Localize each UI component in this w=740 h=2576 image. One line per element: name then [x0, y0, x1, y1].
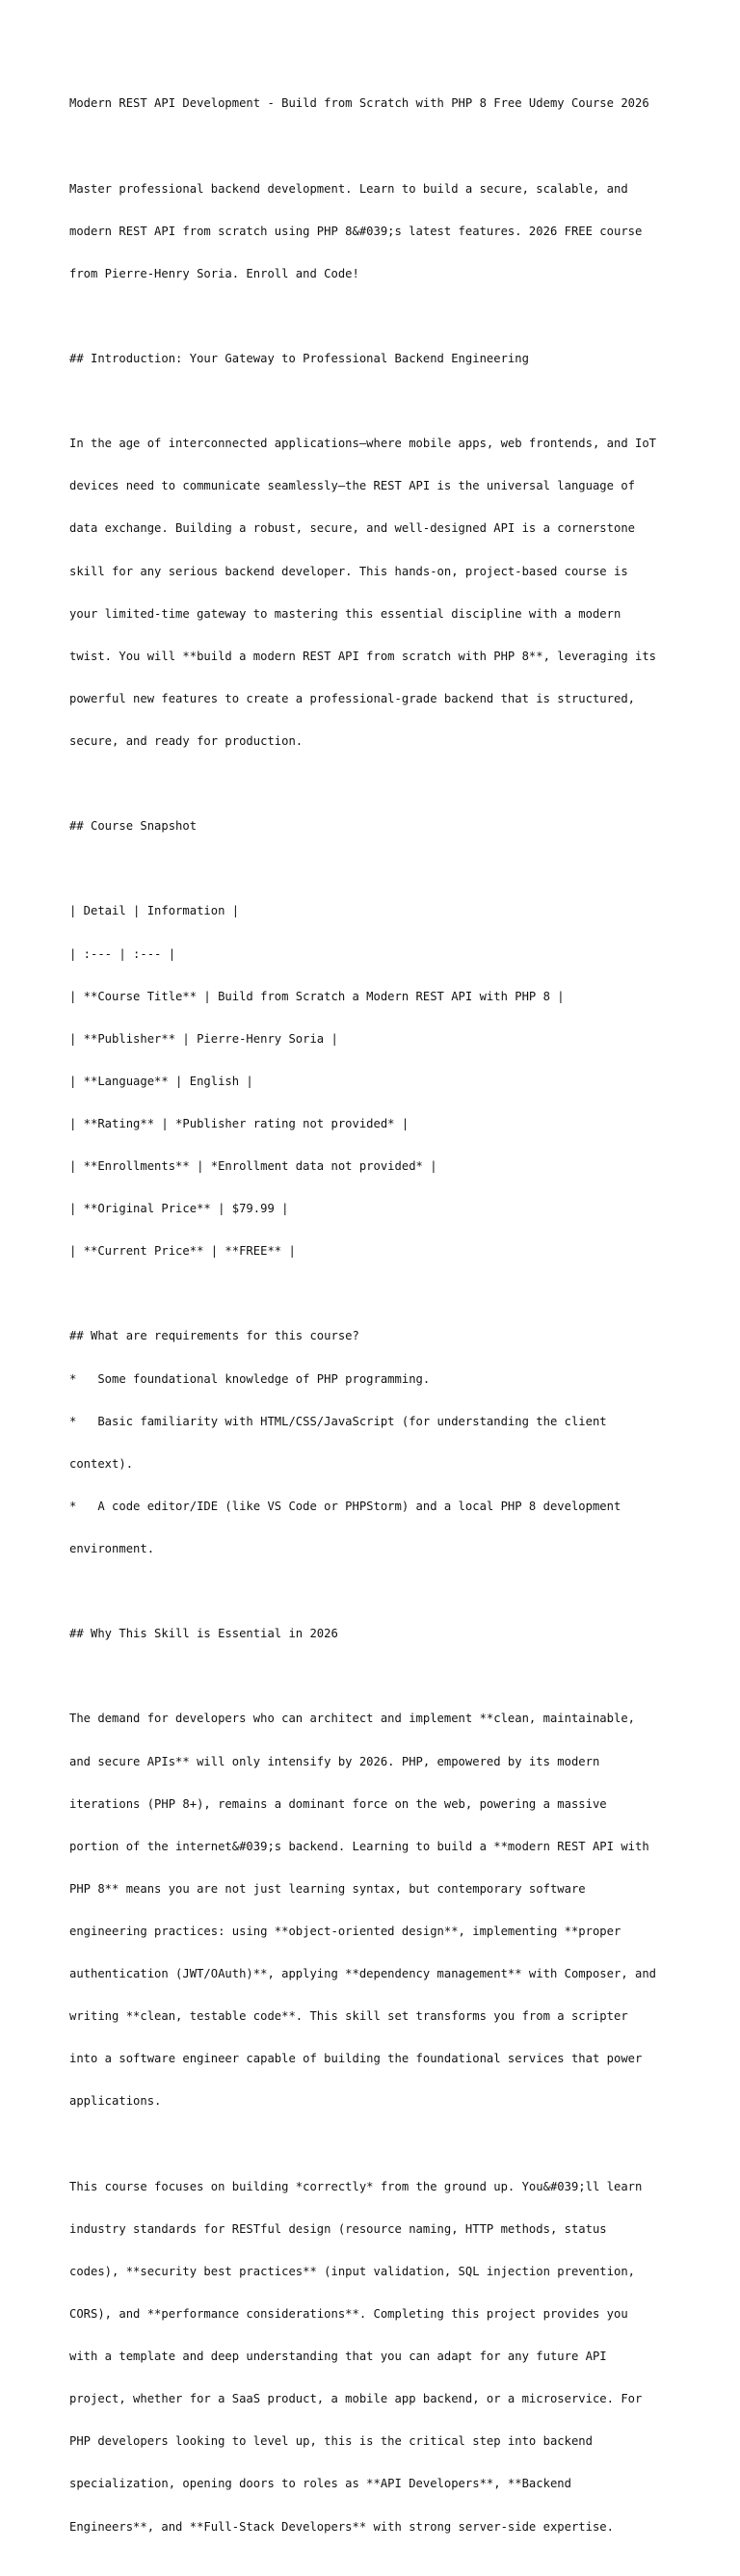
list-item: context). [69, 1456, 134, 1471]
intro-heading [69, 324, 686, 395]
summary-paragraph [69, 153, 686, 309]
snapshot-heading [69, 791, 686, 863]
paragraph-line: industry standards for RESTful design (resource naming, HTTP methods, status [69, 2221, 607, 2236]
paragraph-line: project, whether for a SaaS product, a mobile app backend, or a microservice. For [69, 2392, 643, 2406]
table-row: | **Current Price** | **FREE** | [69, 1244, 296, 1259]
list-item: * Basic familiarity with HTML/CSS/JavaScript (for understanding the client [69, 1414, 607, 1428]
requirements-section [69, 1301, 686, 1584]
document-page [69, 68, 686, 2576]
paragraph-line: into a software engineer capable of building the foundational services that power [69, 2052, 643, 2066]
table-row: | **Publisher** | Pierre-Henry Soria | [69, 1031, 338, 1046]
table-row: | **Rating** | *Publisher rating not provided* | [69, 1116, 410, 1130]
focus-paragraph [69, 2151, 686, 2562]
table-row: | **Enrollments** | *Enrollment data not provided* | [69, 1159, 437, 1174]
paragraph-line: writing **clean, testable code**. This skill set transforms you from a scripter [69, 2009, 628, 2024]
paragraph-line: iterations (PHP 8+), remains a dominant force on the web, powering a massive [69, 1796, 607, 1811]
table-row: | **Language** | English | [69, 1074, 253, 1088]
table-row: | Detail | Information | [69, 904, 240, 918]
paragraph-line: with a template and deep understanding that you can adapt for any future API [69, 2350, 607, 2364]
paragraph-line: skill for any serious backend developer. This hands-on, project-based course is [69, 564, 628, 578]
list-item: * Some foundational knowledge of PHP programming. [69, 1371, 431, 1386]
list-item: * A code editor/IDE (like VS Code or PHPStorm) and a local PHP 8 development [69, 1499, 621, 1513]
paragraph-line: In the age of interconnected applications—where mobile apps, web frontends, and IoT [69, 437, 657, 451]
why-paragraph [69, 1684, 686, 2138]
title-line: Modern REST API Development - Build from Scratch with PHP 8 Free Udemy Course 2026 [69, 96, 649, 111]
heading-line: ## Introduction: Your Gateway to Professional Backend Engineering [69, 352, 529, 366]
summary-line: from Pierre-Henry Soria. Enroll and Code! [69, 266, 359, 280]
paragraph-line: codes), **security best practices** (input validation, SQL injection prevention, [69, 2264, 635, 2278]
paragraph-line: your limited-time gateway to mastering this essential discipline with a modern [69, 606, 621, 621]
paragraph-line: PHP 8** means you are not just learning syntax, but contemporary software [69, 1881, 586, 1896]
paragraph-line: data exchange. Building a robust, secure, and well-designed API is a cornerstone [69, 521, 635, 536]
paragraph-line: engineering practices: using **object-oriented design**, implementing **proper [69, 1924, 621, 1938]
paragraph-line: and secure APIs** will only intensify by 2026. PHP, empowered by its modern [69, 1754, 600, 1768]
paragraph-line: This course focuses on building *correctly* from the ground up. You&#039;ll learn [69, 2179, 643, 2193]
paragraph-line: applications. [69, 2094, 162, 2109]
heading-line: ## Why This Skill is Essential in 2026 [69, 1627, 338, 1641]
paragraph-line: Engineers**, and **Full-Stack Developers** with strong server-side expertise. [69, 2519, 614, 2534]
table-row: | :--- | :--- | [69, 946, 176, 961]
paragraph-line: powerful new features to create a professional-grade backend that is structured, [69, 691, 635, 705]
paragraph-line: portion of the internet&#039;s backend. Learning to build a **modern REST API with [69, 1839, 649, 1853]
paragraph-line: devices need to communicate seamlessly—the REST API is the universal language of [69, 479, 635, 493]
paragraph-line: authentication (JWT/OAuth)**, applying **dependency management** with Composer, and [69, 1967, 657, 1981]
list-item: environment. [69, 1542, 155, 1556]
summary-line: Master professional backend development. Learn to build a secure, scalable, and [69, 181, 628, 196]
snapshot-table [69, 876, 686, 1287]
table-row: | **Original Price** | $79.99 | [69, 1202, 289, 1216]
paragraph-line: specialization, opening doors to roles as **API Developers**, **Backend [69, 2477, 571, 2491]
intro-paragraph [69, 409, 686, 777]
paragraph-line: CORS), and **performance considerations**. Completing this project provides you [69, 2306, 628, 2321]
summary-line: modern REST API from scratch using PHP 8&#039;s latest features. 2026 FREE course [69, 224, 643, 238]
heading-line: ## Course Snapshot [69, 819, 198, 834]
heading-line: ## What are requirements for this course? [69, 1329, 359, 1343]
why-heading [69, 1599, 686, 1670]
paragraph-line: secure, and ready for production. [69, 734, 304, 748]
paragraph-line: PHP developers looking to level up, this is the critical step into backend [69, 2434, 593, 2449]
paragraph-line: The demand for developers who can architect and implement **clean, maintainable, [69, 1712, 635, 1726]
document-title [69, 68, 686, 140]
table-row: | **Course Title** | Build from Scratch a Modern REST API with PHP 8 | [69, 989, 565, 1003]
paragraph-line: twist. You will **build a modern REST API from scratch with PHP 8**, leveraging its [69, 649, 657, 663]
